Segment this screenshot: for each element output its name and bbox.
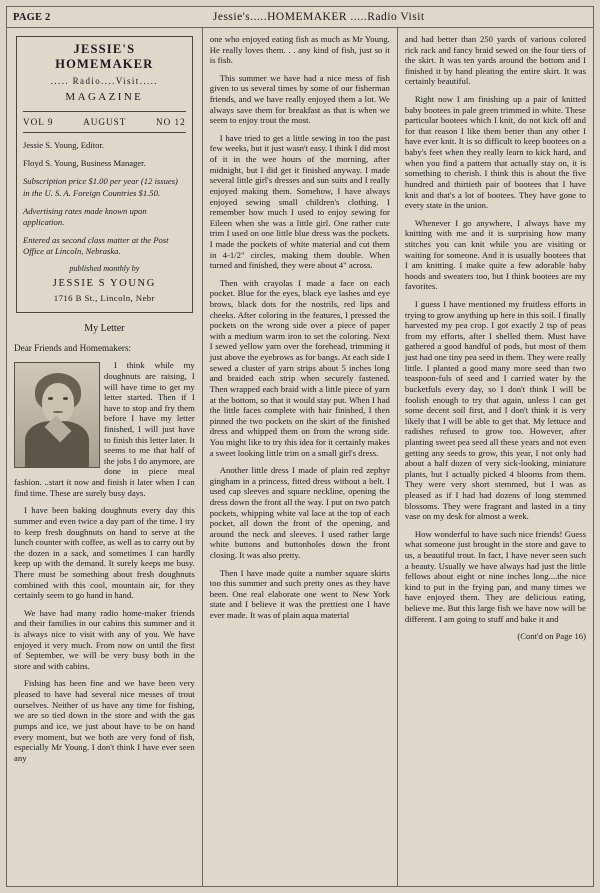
paragraph: Another little dress I made of plain red zephyr gingham in a princess, fitted dress without a belt. I used cap sleeves and square neckline, opening the dress down the front all the way. I put on two patch pockets, whipping white val lace at the top of each pocket, all down the front of the opening, and around the neck and sleeves. I used rather large white buttons and buttonholes down the front closing. It was also pretty. xyxy=(209,465,390,561)
masthead-title: JESSIE'S HOMEMAKER xyxy=(55,42,154,72)
paragraph: Then I have made quite a number square skirts too this summer and such pretty ones as they have been. One real elaborate one went to New York state and I believe it was the prettiest one I have ever made. It was of plain aqua material xyxy=(209,567,390,621)
masthead-subscription: Subscription price $1.00 per year (12 issues) in the U. S. A. Foreign Countries $1.50. xyxy=(23,176,178,198)
paragraph: I think while my doughnuts are raising, I will have time to get my letter started. Then if I have to stop and fry them before I have my letter finished, I will just have to finish this letter later. It seems to me that half of the jobs I do anymore, are done in piece meal fashion. ..start it now and finish it later when I can find time. These are surely busy days. xyxy=(14,360,195,498)
paragraph: How wonderful to have such nice friends! Guess what someone just brought in the store and gave to us, a beautiful trout. In fact, I have never seen such a beauty. Usually we have always had just the little fellows about eight or nine inches long....the nice kind to put in the frying pan, and many times we have enjoyed them. They are delicious eating, believe me. But this large fish we have now will be different. I am going to stuff and bake it and xyxy=(404,528,586,624)
paragraph: This summer we have had a nice mess of fish given to us several times by some of our fisherman friends, and we have really enjoyed them a lot. We always save them for breakfast as that is when we seem to enjoy trout the most. xyxy=(209,72,390,126)
masthead-box xyxy=(16,36,193,313)
masthead-divider-bottom xyxy=(23,132,186,133)
editor-portrait-photo xyxy=(14,362,100,468)
masthead-publisher: JESSIE S YOUNG xyxy=(52,278,156,290)
masthead-month: AUGUST xyxy=(83,116,127,127)
paragraph: I have been baking doughnuts every day this summer and even twice a day part of the time. I try to keep fresh doughnuts on hand to serve at the lunch counter with coffee, as well as to carry out by the dozen in a sack, and sometimes I can hardly keep up with the demand. It surely keeps me busy. There must be something about fresh doughnuts combined with this cool, mountain air, for they certainly seem to go hand in hand. xyxy=(14,505,195,601)
paragraph: Then with crayolas I made a face on each pocket. Blue for the eyes, black eye lashes and eye brows, black dots for the nostrils, red lips and cheeks. After coloring in the features, I pressed the pockets on the wrong side over a piece of paper with a medium warm iron to set the coloring. Next I sewed yellow yarn over the forehead, trimming it just above the eyebrows as for bangs. At each side I sewed a cluster of yarn strips about 5 inches long and braided each strip when securely fastened. Then wrapped each braid with a little piece of yarn at the bottom, so that it would stay put. When I had the little faces complete with hair finished, I then pinned the two pockets on the skirt of the finished dress and whipped them on from the wrong side. You might like to try this idea for it certainly makes a sweet looking little trim on a small girl's dress. xyxy=(209,277,390,458)
masthead-divider-top xyxy=(23,111,186,112)
masthead-advertising: Advertising rates made known upon application. xyxy=(23,205,147,227)
letter-salutation: Dear Friends and Homemakers: xyxy=(14,343,132,354)
masthead-details xyxy=(23,140,186,257)
page-header xyxy=(7,7,593,28)
paragraph: and had better than 250 yards of various colored rick rack and fancy braid sewed on the four tiers of the skirt. It was ten yards around the bottom and I finished it by hand pleating the entire skirt. It was certainly beautiful. xyxy=(404,34,586,87)
paragraph: I have tried to get a little sewing in too the past few weeks, but it just wasn't easy. I think I did most of it in the wee hours of the morning, after midnight, but I did get it finished anyway. I made several little girl's dresses and sun suits and I really enjoyed making them. Somehow, I have always enjoyed sewing small children's clothing. I remember how much I used to enjoy sewing for Eileen when she was a little girl. One rather cute trim I used on one little blue dress was the pockets. I made the pockets of white material and cut them in 4-1/2" circles, making them double. When turned and finished, they were about 4" across. xyxy=(209,132,390,271)
masthead-address: 1716 B St., Lincoln, Nebr xyxy=(53,293,155,304)
masthead-magazine: MAGAZINE xyxy=(65,91,144,104)
paragraph: Whenever I go anywhere, I always have my knitting with me and it is surprising how many stitches you can knit while you are visiting or waiting for someone. And it is usually bootees that I am knitting. I make quite a few adorable baby hoods and sweaters too, but I think bootees are my favorites. xyxy=(404,217,586,292)
page-number: PAGE 2 xyxy=(13,11,51,23)
portrait-eye-right xyxy=(63,397,68,400)
masthead-editor: Jessie S. Young, Editor. xyxy=(23,140,104,151)
continued-note: (Cont'd on Page 16) xyxy=(517,631,586,642)
paragraph: We have had many radio home-maker friends and their families in our cabins this summer and it is always nice to visit with any of you. We have enjoyed it very much. From now on until the first of September, we will be very busy both in the store and with cabins. xyxy=(14,607,195,671)
paragraph: I guess I have mentioned my fruitless efforts in trying to grow anything up here in this soil. I finally harvested my pea crop. I got exactly 2 tsp of peas from my efforts, after I shelled them. Must have gathered a good handful of pods, but most of them just had one tiny pea seed in them. They were really little. I planted a good many more seed than two teaspoon-fuls of seed and I carried water by the bucketfuls every day, so I don't think I will be foolish enough to try that again, unless I can get some decent soil first, and I don't think it is very likely that I will be able to get that. My lettuce and radishes refused to grow too. However, after planting sweet pea seed all these years and not even getting any seeds to grow, this year, I not only had about a half dozen of very sick-looking, miniature plants, but I actually picked 4 blooms from them. They were very short stemmed, but I was as pleased as if I had had dozens of long stemmed blossoms. They were fragrant and lasted in a tiny vase on my desk for almost a week. xyxy=(404,299,586,522)
masthead-volume: VOL 9 xyxy=(23,116,54,127)
column-layout xyxy=(7,28,593,886)
column-1 xyxy=(7,28,203,886)
masthead-entered: Entered as second class matter at the Post Office at Lincoln, Nebraska. xyxy=(23,235,169,257)
column-2 xyxy=(203,28,398,886)
editor-portrait-wrap xyxy=(14,362,98,468)
portrait-eye-left xyxy=(48,397,53,400)
running-title: Jessie's.....HOMEMAKER .....Radio Visit xyxy=(212,11,425,23)
paragraph: Fishing has been fine and we have been very pleased to have had several nice messes of trout ourselves. Neither of us have any time for fishing, we are so tied down in the store and with the gas pumps and ice, we just about have to be on hand every moment, but we both are very fond of fish, especially Mr Young. I don't think I have ever seen any xyxy=(14,678,195,763)
column-3 xyxy=(398,28,593,886)
paragraph: Right now I am finishing up a pair of knitted baby bootees in pale green trimmed in white. These particular bootees which I knit, do not kick off and for that reason I like them better than any other I have ever knit. It is so difficult to keep bootees on a baby's feet when they really learn to kick hard, and when you find a pattern that actually stay on, it is something to cherish. I think this is about the five hundred and thirtieth pair of bootees that I have knit and that's a lot of bootees. They have gone to every state in the union. xyxy=(404,94,586,211)
letter-heading: My Letter xyxy=(84,322,125,334)
masthead-manager: Floyd S. Young, Business Manager. xyxy=(23,158,146,169)
masthead-subtitle: ..... Radio....Visit..... xyxy=(50,75,158,86)
masthead-issue-row xyxy=(23,117,186,128)
page-border xyxy=(6,6,594,887)
masthead-published-by: published monthly by xyxy=(69,264,140,274)
masthead-number: NO 12 xyxy=(155,116,186,127)
paragraph: one who enjoyed eating fish as much as Mr Young. He really loves them. . . any kind of fish, just so it is fish. xyxy=(209,34,390,66)
